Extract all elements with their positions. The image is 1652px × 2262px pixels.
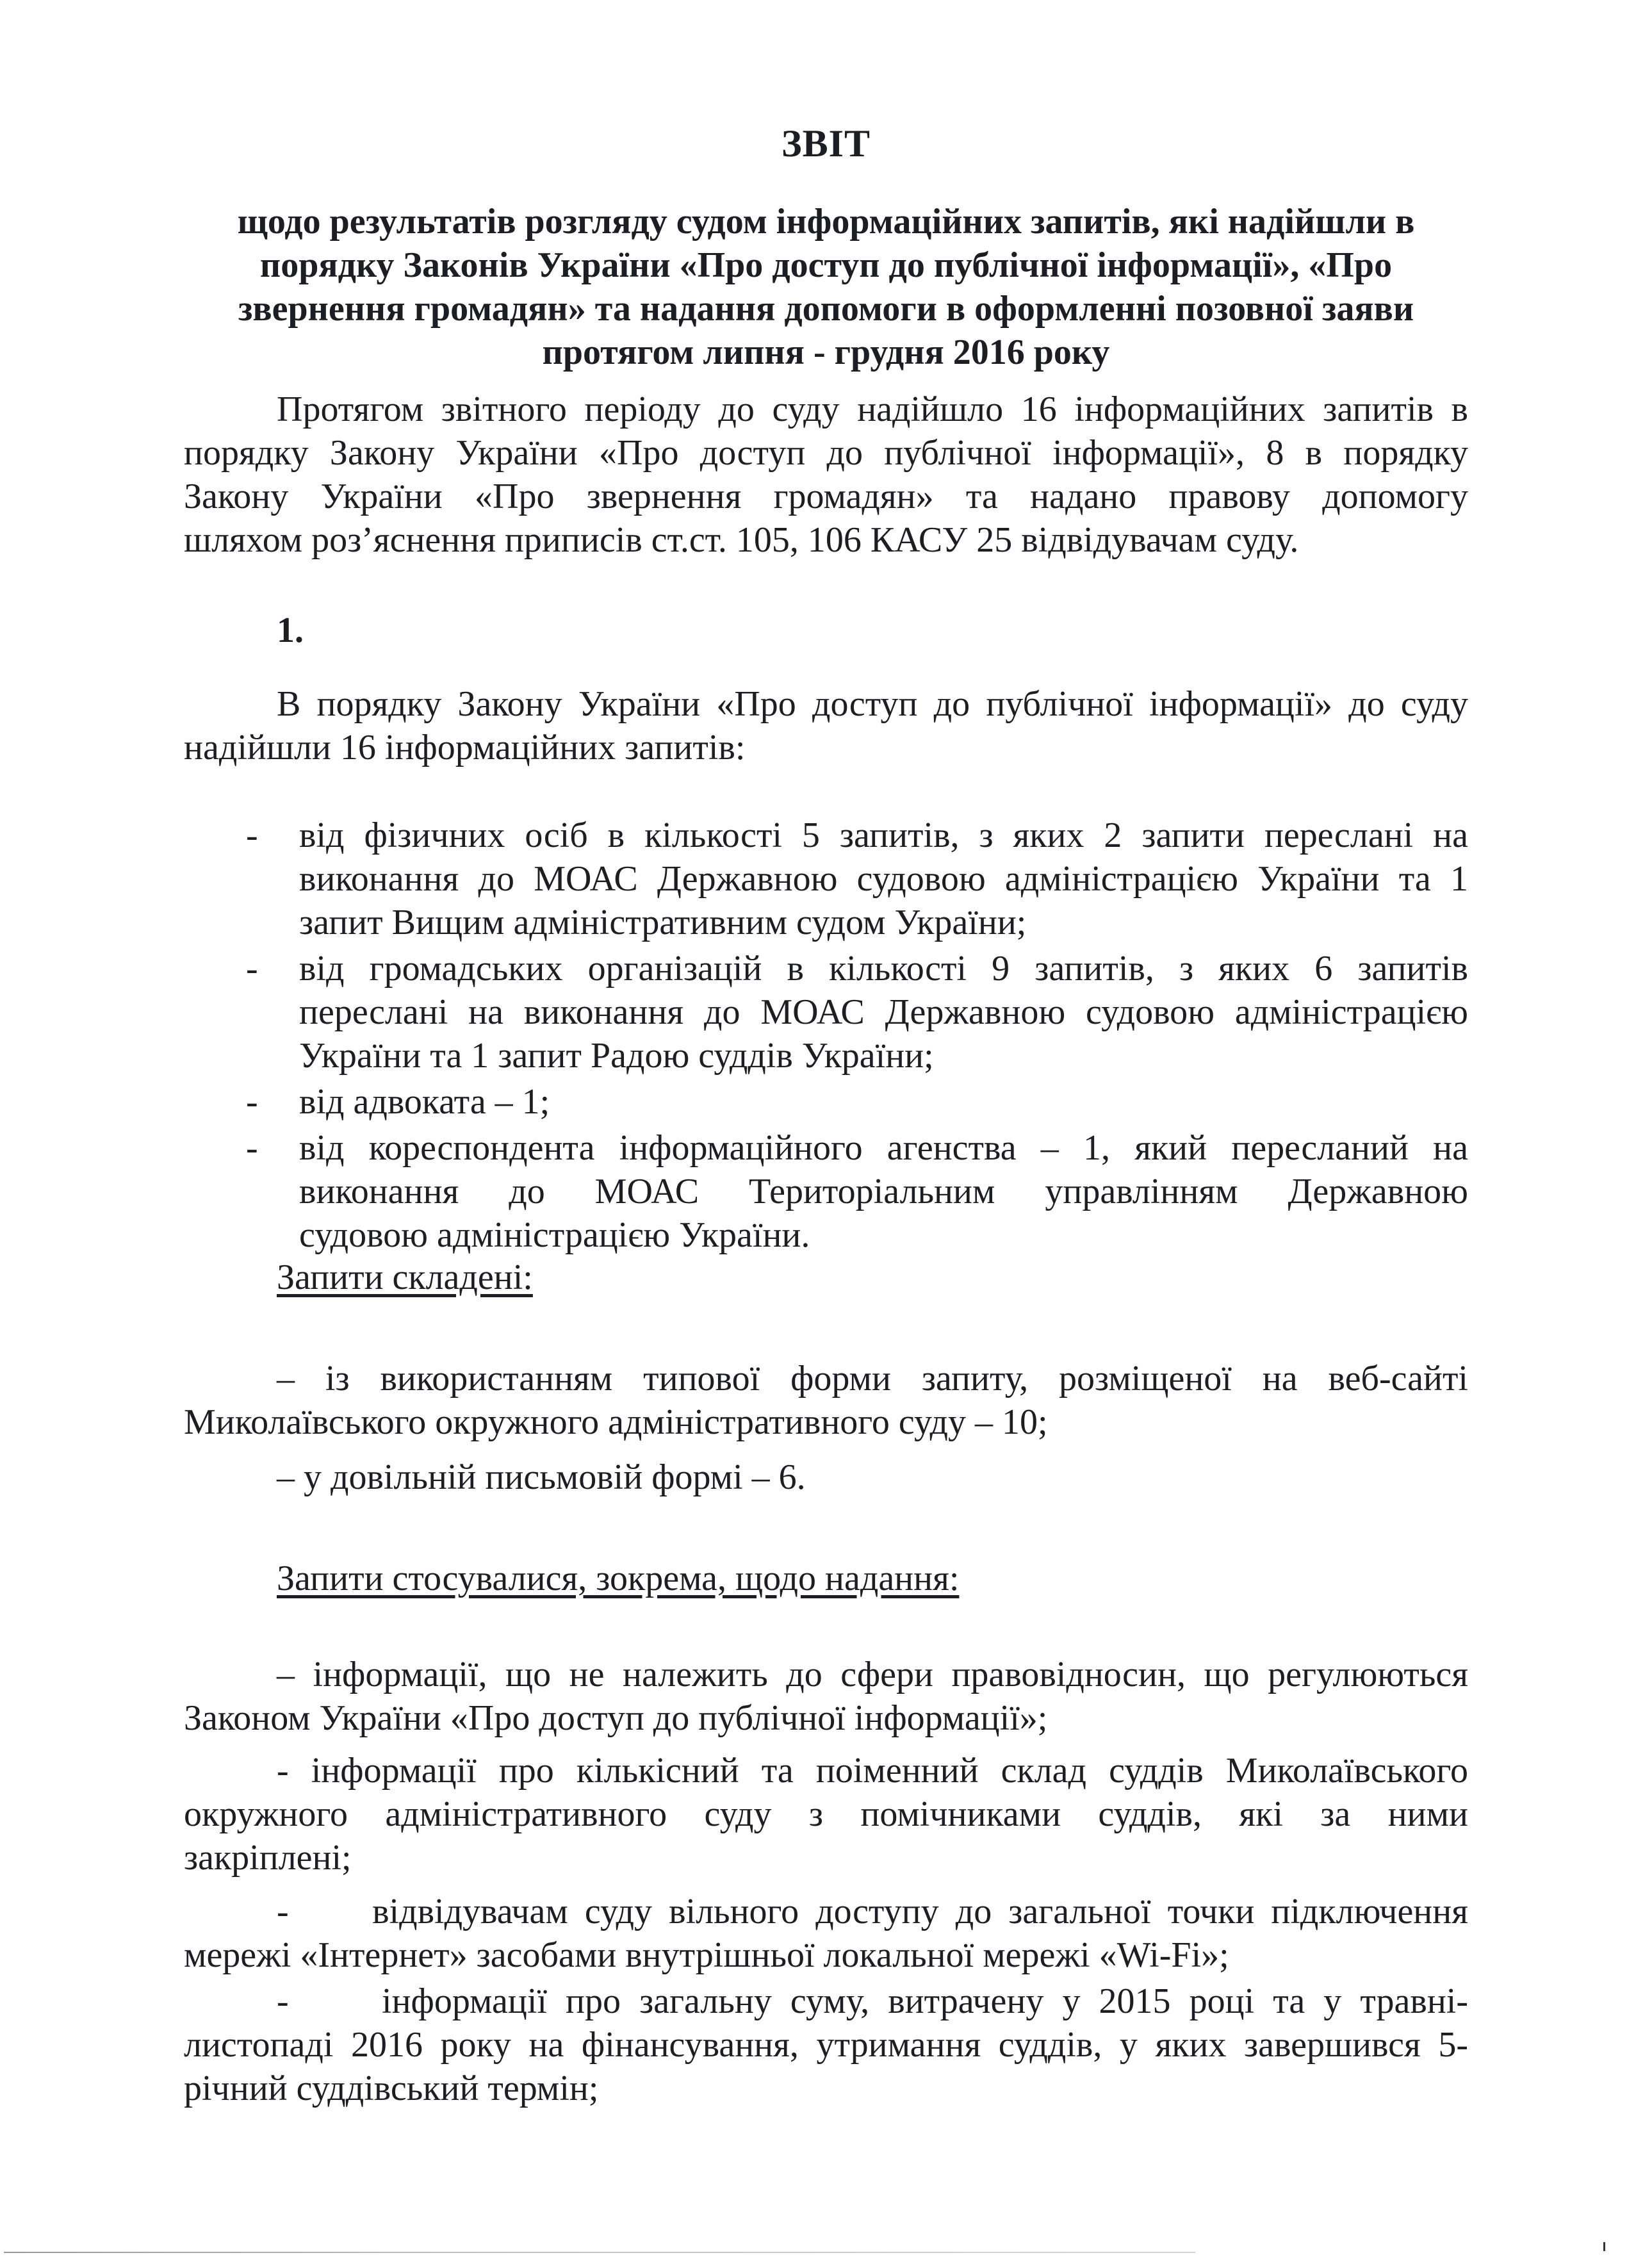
composed-heading-text: Запити складені:	[277, 1258, 533, 1297]
bullet-dash: -	[246, 815, 258, 855]
topic-item-line: - інформації про кількісний та поіменний склад суддів Миколаївського	[277, 1751, 1468, 1791]
composed-item-line: Миколаївського окружного адміністративного суду – 10;	[184, 1402, 1048, 1442]
intro-line: порядку Закону України «Про доступ до публічної інформації», 8 в порядку	[184, 433, 1468, 473]
composed-item-line: – із використанням типової форми запиту, розміщеної на веб-сайті	[277, 1359, 1468, 1398]
section1-intro-line: В порядку Закону України «Про доступ до публічної інформації» до суду	[277, 684, 1468, 724]
bullet-dash: -	[246, 1128, 258, 1168]
composed-heading	[184, 1256, 1468, 1299]
topic-item-line: – інформації, що не належить до сфери правовідносин, що регулюються	[277, 1655, 1468, 1694]
intro-paragraph	[184, 388, 1468, 562]
subtitle-line: порядку Законів України «Про доступ до публічної інформації», «Про	[259, 245, 1393, 285]
list-item-line: виконання до МОАС Територіальним управлінням Державною	[299, 1172, 1468, 1211]
list-item	[246, 814, 1468, 944]
bullet-dash: -	[246, 1082, 258, 1122]
topic-item-line: - інформації про загальну суму, витрачену у 2015 році та у травні-	[277, 1981, 1468, 2021]
composed-item-line: – у довільній письмовій формі – 6.	[277, 1457, 806, 1497]
sources-list	[246, 814, 1468, 1259]
topic-item-line: Законом України «Про доступ до публічної інформації»;	[184, 1698, 1048, 1738]
topic-item-line: - відвідувачам суду вільного доступу до загальної точки підключення	[277, 1892, 1468, 1931]
list-item-line: судовою адміністрацією України.	[299, 1215, 810, 1255]
topic-item	[184, 1890, 1468, 1977]
intro-line: Закону України «Про звернення громадян» та надано правову допомогу	[184, 477, 1468, 516]
subtitle-line: протягом липня - грудня 2016 року	[542, 332, 1110, 372]
composed-item	[184, 1455, 1468, 1499]
composed-item	[184, 1357, 1468, 1444]
section-number: 1.	[277, 611, 304, 650]
list-item-line: від фізичних осіб в кількості 5 запитів, з яких 2 запити переслані на	[299, 815, 1468, 855]
list-item-line: від громадських організацій в кількості 9 запитів, з яких 6 запитів	[299, 949, 1468, 988]
list-item-line: запит Вищим адміністративним судом України;	[299, 903, 1027, 942]
list-item-line: виконання до МОАС Державною судовою адміністрацією України та 1	[299, 859, 1468, 899]
subtitle-line: щодо результатів розгляду судом інформаційних запитів, які надійшли в	[237, 202, 1415, 242]
topics-heading	[184, 1557, 1468, 1600]
topic-item-line: окружного адміністративного суду з помічниками суддів, які за ними	[184, 1794, 1468, 1834]
topics-heading-text: Запити стосувалися, зокрема, щодо надання:	[277, 1559, 960, 1598]
list-item-line: переслані на виконання до МОАС Державною судовою адміністрацією	[299, 992, 1468, 1032]
intro-line: Протягом звітного періоду до суду надійшло 16 інформаційних запитів в	[277, 389, 1468, 429]
topic-item-line: листопаді 2016 року на фінансування, утримання суддів, у яких завершився 5-	[184, 2025, 1468, 2065]
list-item-line: від адвоката – 1;	[299, 1082, 550, 1122]
section1-intro	[184, 682, 1468, 769]
scan-artifact-mark	[1603, 2242, 1605, 2251]
topic-item-line: мережі «Інтернет» засобами внутрішньої локальної мережі «Wi-Fi»;	[184, 1935, 1229, 1975]
topic-item	[184, 1653, 1468, 1740]
topic-item-line: річний суддівський термін;	[184, 2069, 599, 2108]
intro-line: шляхом роз’яснення приписів ст.ст. 105, 106 КАСУ 25 відвідувачам суду.	[184, 520, 1299, 560]
topic-item	[184, 1979, 1468, 2110]
list-item-line: від кореспондента інформаційного агенства – 1, який пересланий на	[299, 1128, 1468, 1168]
scan-artifact-line	[4, 2252, 1195, 2253]
document-subtitle	[184, 200, 1468, 374]
list-item-line: України та 1 запит Радою суддів України;	[299, 1036, 934, 1076]
topic-item	[184, 1749, 1468, 1880]
topic-item-line: закріплені;	[184, 1838, 352, 1878]
bullet-dash: -	[246, 949, 258, 988]
list-item	[246, 947, 1468, 1078]
list-item	[246, 1126, 1468, 1257]
section1-intro-line: надійшли 16 інформаційних запитів:	[184, 728, 746, 767]
list-item	[246, 1080, 1468, 1124]
subtitle-line: звернення громадян» та надання допомоги в оформленні позовної заяви	[238, 289, 1414, 329]
document-title: ЗВІТ	[781, 122, 871, 165]
